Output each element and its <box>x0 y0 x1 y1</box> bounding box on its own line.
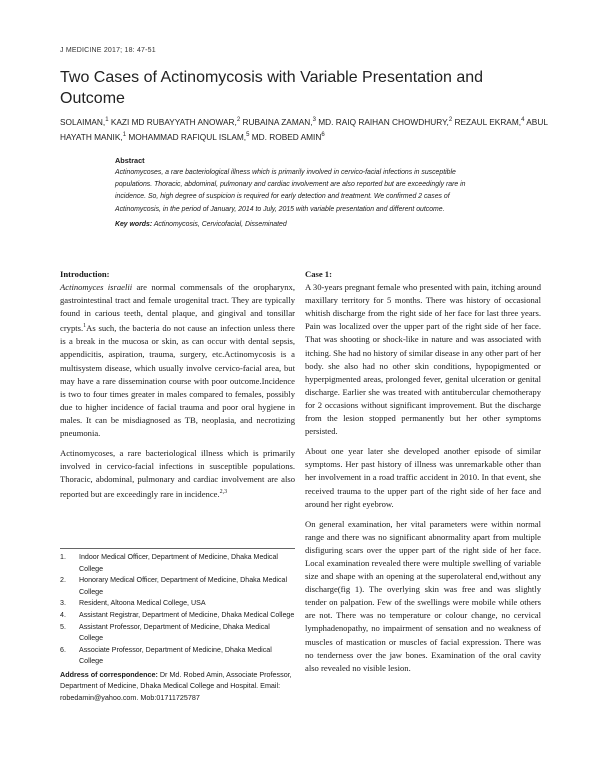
case1-paragraph-3: On general examination, her vital parameters were within normal range and there was no significant abnormality apart from multiple disfiguring scars over the upper part of the right side of her face. Local examination revealed there were multiple swelling of variable size and shape with an opening at the superolateral end,without any discharge(fig 1). The overlying skin was free and was slightly tender on palpation. Few of the swellings were mobile while others are not. There was no temperature or colour change, no cervical lymphadenopathy, no impairment of sensation and no weakness of muscles of mastication or muscles of facial expression. There was no tenderness over the jaw bones. Examination of the oral cavity also revealed no visible lesion. <box>305 518 541 673</box>
footnote-text: Assistant Registrar, Department of Medicine, Dhaka Medical College <box>79 610 295 619</box>
intro-text-b: As such, the bacteria do not cause an infection unless there is a break in the mucosa or skin, as can occur with dental sepsis, appendicitis, aspiration, trauma, surgery, etc.Actinomycosis is a multisystem disease, which usually involve cervico-facial area, but may have a rare dissemination course with poor outcome.Incidence is two to four times greater in males compared to females, possibly due to higher incidence of facial trauma and poor oral hygiene in males. It can be misdiagnosed as TB, neoplasia, and necrotizing pneumonia. <box>60 323 295 438</box>
footnote-item <box>60 552 295 575</box>
intro-text-a: are normal commensals of the oropharynx, gastrointestinal tract and female urogenital tract. They are typically found in carious teeth, dental plaque, and gingival and tonsillar crypts. <box>60 282 295 334</box>
journal-reference: J MEDICINE 2017; 18: 47-51 <box>60 47 156 54</box>
footnote-number: 2. <box>60 576 66 585</box>
footnote-item <box>60 598 295 610</box>
footnote-number: 1. <box>60 553 66 561</box>
citation: 1 <box>83 323 87 330</box>
author-list <box>60 114 550 144</box>
affiliation-footnotes <box>60 548 295 703</box>
abstract-text: Actinomycoses, a rare bacteriological illness which is primarily involved in cervico-facial infections in susceptible populations. Thoracic, abdominal, pulmonary and cardiac involvement are also reported but are exceedingly rare in incidence. So, high degree of suspicion is required for early detection and treatment. We confirmed 2 cases of Actinomycosis, in the period of January, 2014 to July, 2015 with variable presentation and different outcome. <box>115 169 466 213</box>
footnote-text: Honorary Medical Officer, Department of Medicine, Dhaka Medical College <box>79 576 288 596</box>
right-column <box>305 268 541 682</box>
case1-paragraph-2: About one year later she developed another episode of similar symptoms. Her past history of illness was unremarkable other than her involvement in a road traffic accident in 2010. In that event, she received trauma to the upper part of the right side of her face and around her right eyebrow. <box>305 446 541 509</box>
footnote-rule <box>60 548 295 549</box>
abstract-block <box>115 156 490 228</box>
author: MOHAMMAD RAFIQUL ISLAM, <box>128 131 247 142</box>
correspondence-label: Address of correspondence: <box>60 669 158 679</box>
intro-paragraph-1 <box>60 281 295 440</box>
keywords-text: Actinomycosis, Cervicofacial, Disseminated <box>153 220 287 228</box>
footnote-item <box>60 622 295 645</box>
author: MD. RAIQ RAIHAN CHOWDHURY, <box>318 116 449 127</box>
keywords <box>115 221 490 228</box>
left-column <box>60 268 295 508</box>
footnote-number: 5. <box>60 622 66 631</box>
introduction-heading: Introduction: <box>60 269 110 279</box>
author-affiliation: 2 <box>236 117 241 123</box>
keywords-label: Key words: <box>115 220 153 228</box>
footnote-item <box>60 645 295 668</box>
intro-paragraph-2 <box>60 447 295 501</box>
author: ABUL HAYATH MANIK, <box>60 116 548 142</box>
correspondence-text: Dr Md. Robed Amin, Associate Professor, Department of Medicine, Dhaka Medical College and Hospital. Email: robedamin@yahoo.com. Mob:01711725787 <box>60 669 292 702</box>
footnote-number: 3. <box>60 599 66 608</box>
author-affiliation: 3 <box>312 117 316 123</box>
footnote-number: 6. <box>60 645 66 654</box>
author-affiliation: 4 <box>521 117 525 123</box>
footnote-text: Indoor Medical Officer, Department of Medicine, Dhaka Medical College <box>79 553 278 573</box>
footnote-text: Associate Professor, Department of Medicine, Dhaka Medical College <box>79 645 272 666</box>
case1-heading: Case 1: <box>305 269 332 279</box>
author: KAZI MD RUBAYYATH ANOWAR, <box>110 116 237 127</box>
author-affiliation: 2 <box>448 117 453 123</box>
author-affiliation: 1 <box>105 117 109 123</box>
abstract-heading: Abstract <box>115 156 145 165</box>
author: RUBAINA ZAMAN, <box>242 116 313 127</box>
species-name: Actinomyces israelii <box>60 282 133 293</box>
author-affiliation: 6 <box>321 131 325 138</box>
author: REZAUL EKRAM, <box>454 116 522 127</box>
footnote-number: 4. <box>60 610 66 619</box>
author: MD. ROBED AMIN <box>251 131 322 142</box>
author-affiliation: 5 <box>246 131 250 138</box>
footnote-text: Assistant Professor, Department of Medicine, Dhaka Medical College <box>79 622 270 643</box>
article-title: Two Cases of Actinomycosis with Variable Presentation and Outcome <box>60 69 484 107</box>
author: SOLAIMAN, <box>60 116 106 127</box>
case1-paragraph-1: A 30-years pregnant female who presented with pain, itching around maxillary territory for 5 months. There was history of occasional whitish discharge from the right side of her face for last three years. Pain was localized over the upper part of the right side of her face. That was shooting or shock-like in nature and was associated with itching. She had no history of similar disease in any other part of her body. she also had no other skin conditions, hypopigmented or hyperpigmented areas, prolonged fever, genital ulceration or genital discharge. Earlier she was treated with antitubercular chemotherapy for 2 occasions without significant improvement. But the discharge from the lesion stopped permanently but her other symptoms persisted. <box>305 282 541 437</box>
author-affiliation: 1 <box>122 131 127 138</box>
footnote-text: Resident, Altoona Medical College, USA <box>79 599 206 608</box>
footnote-item <box>60 575 295 598</box>
footnote-item <box>60 610 295 622</box>
correspondence-address <box>60 669 295 703</box>
intro-text-c: Actinomycoses, a rare bacteriological illness which is primarily involved in cervico-facial infections in susceptible populations. Thoracic, abdominal, pulmonary and cardiac involvement are also reported but are exceedingly rare in incidence. <box>60 448 295 500</box>
citation: 2,3 <box>219 489 228 496</box>
